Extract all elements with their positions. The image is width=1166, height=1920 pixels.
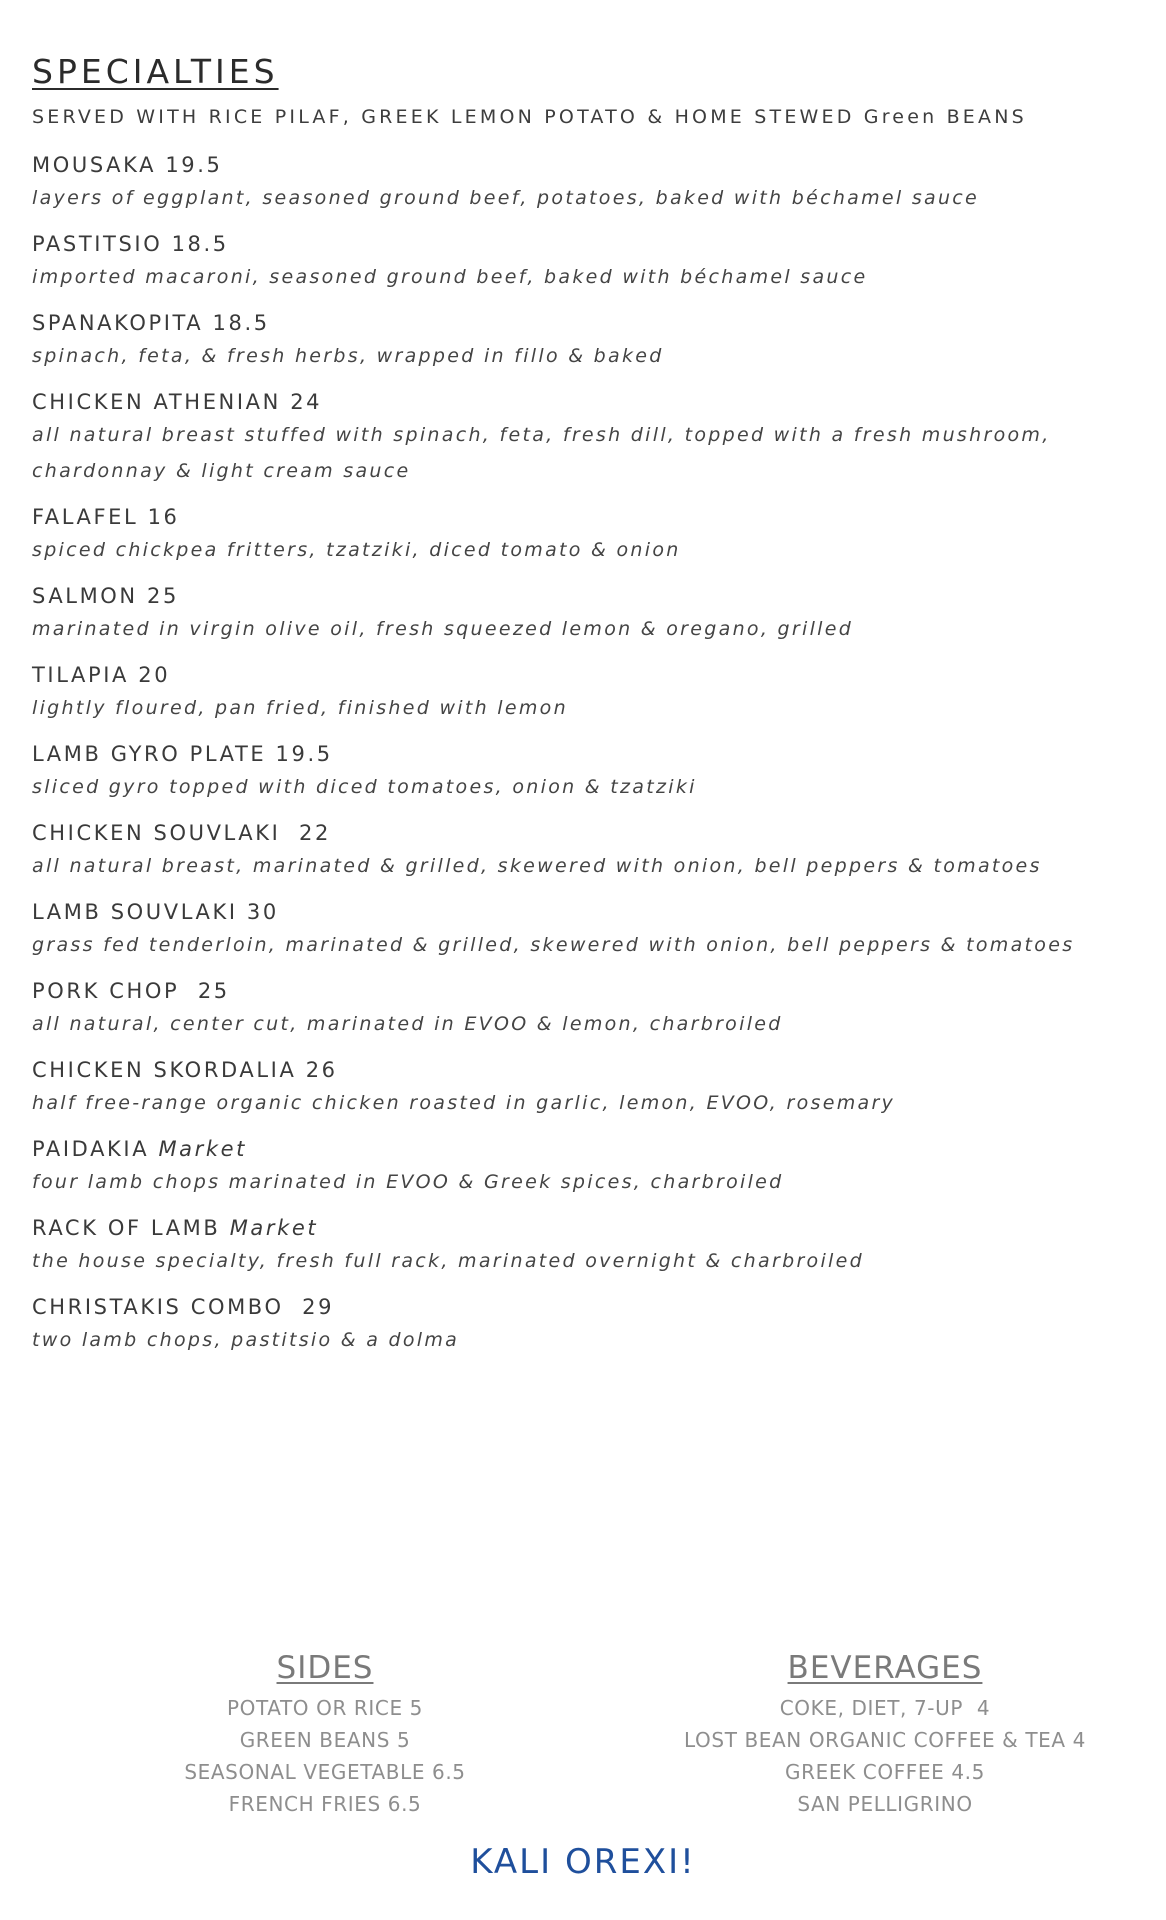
specialties-subtitle: SERVED WITH RICE PILAF, GREEK LEMON POTATO & HOME STEWED Green BEANS bbox=[32, 106, 1027, 128]
sides-title: SIDES bbox=[276, 1650, 374, 1686]
menu-item-description: spinach, feta, & fresh herbs, wrapped in fillo & baked bbox=[32, 345, 664, 367]
beverages-item: LOST BEAN ORGANIC COFFEE & TEA 4 bbox=[684, 1728, 1086, 1752]
beverages-item: GREEK COFFEE 4.5 bbox=[785, 1760, 985, 1784]
menu-item-name: MOUSAKA 19.5 bbox=[32, 153, 223, 177]
menu-item-description: layers of eggplant, seasoned ground beef, potatoes, baked with béchamel sauce bbox=[32, 187, 980, 209]
specialties-list bbox=[32, 150, 1132, 1358]
beverages-item: SAN PELLIGRINO bbox=[797, 1792, 973, 1816]
sides-item: GREEN BEANS 5 bbox=[239, 1728, 411, 1752]
menu-item bbox=[32, 1292, 1132, 1358]
menu-item bbox=[32, 976, 1132, 1042]
closing-greeting: KALI OREXI! bbox=[470, 1842, 696, 1882]
sides-item: FRENCH FRIES 6.5 bbox=[228, 1792, 422, 1816]
specialties-title: SPECIALTIES bbox=[32, 52, 279, 91]
menu-item-name: LAMB SOUVLAKI 30 bbox=[32, 900, 279, 924]
menu-item-description: sliced gyro topped with diced tomatoes, onion & tzatziki bbox=[32, 776, 697, 798]
menu-item-price: Market bbox=[158, 1137, 248, 1161]
menu-item bbox=[32, 308, 1132, 374]
menu-item-name: PORK CHOP 25 bbox=[32, 979, 230, 1003]
menu-item-name bbox=[32, 1213, 1132, 1243]
menu-item-name: LAMB GYRO PLATE 19.5 bbox=[32, 742, 333, 766]
menu-item-description: imported macaroni, seasoned ground beef, baked with béchamel sauce bbox=[32, 266, 868, 288]
menu-item bbox=[32, 739, 1132, 805]
menu-item-description: all natural breast stuffed with spinach, feta, fresh dill, topped with a fresh mushroom, chardonnay & light cream sauce bbox=[32, 424, 1051, 482]
menu-item bbox=[32, 581, 1132, 647]
menu-item-description: all natural, center cut, marinated in EVOO & lemon, charbroiled bbox=[32, 1013, 783, 1035]
specialties-section bbox=[32, 50, 1132, 1371]
menu-item bbox=[32, 1134, 1132, 1200]
sides-section bbox=[130, 1648, 520, 1820]
menu-item-name: CHICKEN SKORDALIA 26 bbox=[32, 1058, 338, 1082]
sides-item: POTATO OR RICE 5 bbox=[227, 1696, 423, 1720]
menu-item-name-text: RACK OF LAMB bbox=[32, 1216, 221, 1240]
menu-item-description: lightly floured, pan fried, finished with lemon bbox=[32, 697, 568, 719]
menu-item-description: two lamb chops, pastitsio & a dolma bbox=[32, 1329, 460, 1351]
menu-item-name: SPANAKOPITA 18.5 bbox=[32, 311, 270, 335]
sides-item: SEASONAL VEGETABLE 6.5 bbox=[184, 1760, 466, 1784]
menu-item bbox=[32, 502, 1132, 568]
menu-item bbox=[32, 660, 1132, 726]
menu-item bbox=[32, 1055, 1132, 1121]
menu-item bbox=[32, 1213, 1132, 1279]
menu-item-name: CHICKEN SOUVLAKI 22 bbox=[32, 821, 331, 845]
menu-item-price: Market bbox=[229, 1216, 319, 1240]
menu-item bbox=[32, 150, 1132, 216]
menu-item-name: PASTITSIO 18.5 bbox=[32, 232, 229, 256]
menu-item-name: CHICKEN ATHENIAN 24 bbox=[32, 390, 323, 414]
menu-item-name-text: PAIDAKIA bbox=[32, 1137, 150, 1161]
menu-item bbox=[32, 387, 1132, 489]
menu-item-name: TILAPIA 20 bbox=[32, 663, 171, 687]
menu-item-description: four lamb chops marinated in EVOO & Greek spices, charbroiled bbox=[32, 1171, 784, 1193]
menu-item-name: FALAFEL 16 bbox=[32, 505, 180, 529]
menu-item-description: spiced chickpea fritters, tzatziki, diced tomato & onion bbox=[32, 539, 681, 561]
menu-item-name: SALMON 25 bbox=[32, 584, 179, 608]
beverages-title: BEVERAGES bbox=[787, 1650, 983, 1686]
menu-item-description: grass fed tenderloin, marinated & grilled, skewered with onion, bell peppers & tomatoes bbox=[32, 934, 1075, 956]
menu-item-description: the house specialty, fresh full rack, marinated overnight & charbroiled bbox=[32, 1250, 864, 1272]
menu-item-description: marinated in virgin olive oil, fresh squeezed lemon & oregano, grilled bbox=[32, 618, 854, 640]
menu-item bbox=[32, 229, 1132, 295]
menu-item-description: all natural breast, marinated & grilled, skewered with onion, bell peppers & tomatoes bbox=[32, 855, 1042, 877]
menu-item-name: CHRISTAKIS COMBO 29 bbox=[32, 1295, 335, 1319]
beverages-section bbox=[640, 1648, 1130, 1820]
beverages-item: COKE, DIET, 7-UP 4 bbox=[779, 1696, 991, 1720]
menu-item bbox=[32, 818, 1132, 884]
menu-item-description: half free-range organic chicken roasted in garlic, lemon, EVOO, rosemary bbox=[32, 1092, 896, 1114]
menu-item-name bbox=[32, 1134, 1132, 1164]
menu-item bbox=[32, 897, 1132, 963]
